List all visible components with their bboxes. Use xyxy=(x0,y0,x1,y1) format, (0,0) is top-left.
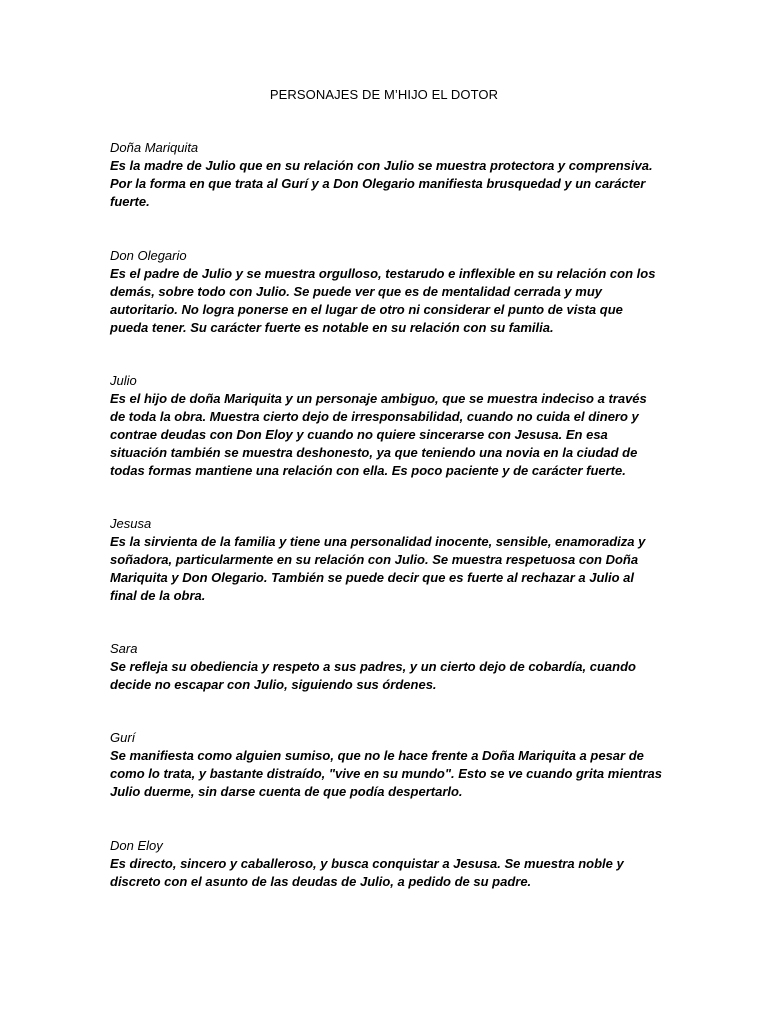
character-section-julio xyxy=(110,372,662,480)
character-name: Doña Mariquita xyxy=(110,140,199,155)
character-section-don-eloy xyxy=(110,837,662,891)
character-description: Es la madre de Julio que en su relación con Julio se muestra protectora y comprensiva. Por la forma en que trata al Gurí y a Don Olegario manifiesta brusquedad y un carácter fuerte. xyxy=(110,158,653,209)
character-name: Don Eloy xyxy=(110,838,163,853)
character-description: Es el padre de Julio y se muestra orgulloso, testarudo e inflexible en su relación con los demás, sobre todo con Julio. Se puede ver que es de mentalidad cerrada y muy autoritario. No logra ponerse en el lugar de otro ni considerar el punto de vista que pueda tener. Su carácter fuerte es notable en su relación con su familia. xyxy=(110,266,656,335)
character-section-dona-mariquita xyxy=(110,139,662,211)
character-section-jesusa xyxy=(110,515,662,605)
character-name: Sara xyxy=(110,641,138,656)
character-name: Gurí xyxy=(110,730,136,745)
character-description: Es el hijo de doña Mariquita y un personaje ambiguo, que se muestra indeciso a través de toda la obra. Muestra cierto dejo de irresponsabilidad, cuando no cuida el dinero y contrae deudas con Don Eloy y cuando no quiere sincerarse con Jesusa. En esa situación también se muestra deshonesto, ya que teniendo una novia en la ciudad de todas formas mantiene una relación con ella. Es poco paciente y de carácter fuerte. xyxy=(110,391,647,478)
character-section-don-olegario xyxy=(110,247,662,337)
character-description: Es la sirvienta de la familia y tiene una personalidad inocente, sensible, enamoradiza y soñadora, particularmente en su relación con Julio. Se muestra respetuosa con Doña Mariquita y Don Olegario. También se puede decir que es fuerte al rechazar a Julio al final de la obra. xyxy=(110,534,646,603)
character-description: Es directo, sincero y caballeroso, y busca conquistar a Jesusa. Se muestra noble y discreto con el asunto de las deudas de Julio, a pedido de su padre. xyxy=(110,856,624,889)
character-section-guri xyxy=(110,729,662,801)
character-name: Julio xyxy=(110,373,137,388)
character-name: Don Olegario xyxy=(110,248,187,263)
character-description: Se refleja su obediencia y respeto a sus padres, y un cierto dejo de cobardía, cuando decide no escapar con Julio, siguiendo sus órdenes. xyxy=(110,659,636,692)
character-description: Se manifiesta como alguien sumiso, que no le hace frente a Doña Mariquita a pesar de como lo trata, y bastante distraído, "vive en su mundo". Esto se ve cuando grita mientras Julio duerme, sin darse cuenta de que podía despertarlo. xyxy=(110,748,662,799)
document-title: PERSONAJES DE M’HIJO EL DOTOR xyxy=(269,87,499,102)
character-section-sara xyxy=(110,640,662,694)
character-name: Jesusa xyxy=(110,516,152,531)
